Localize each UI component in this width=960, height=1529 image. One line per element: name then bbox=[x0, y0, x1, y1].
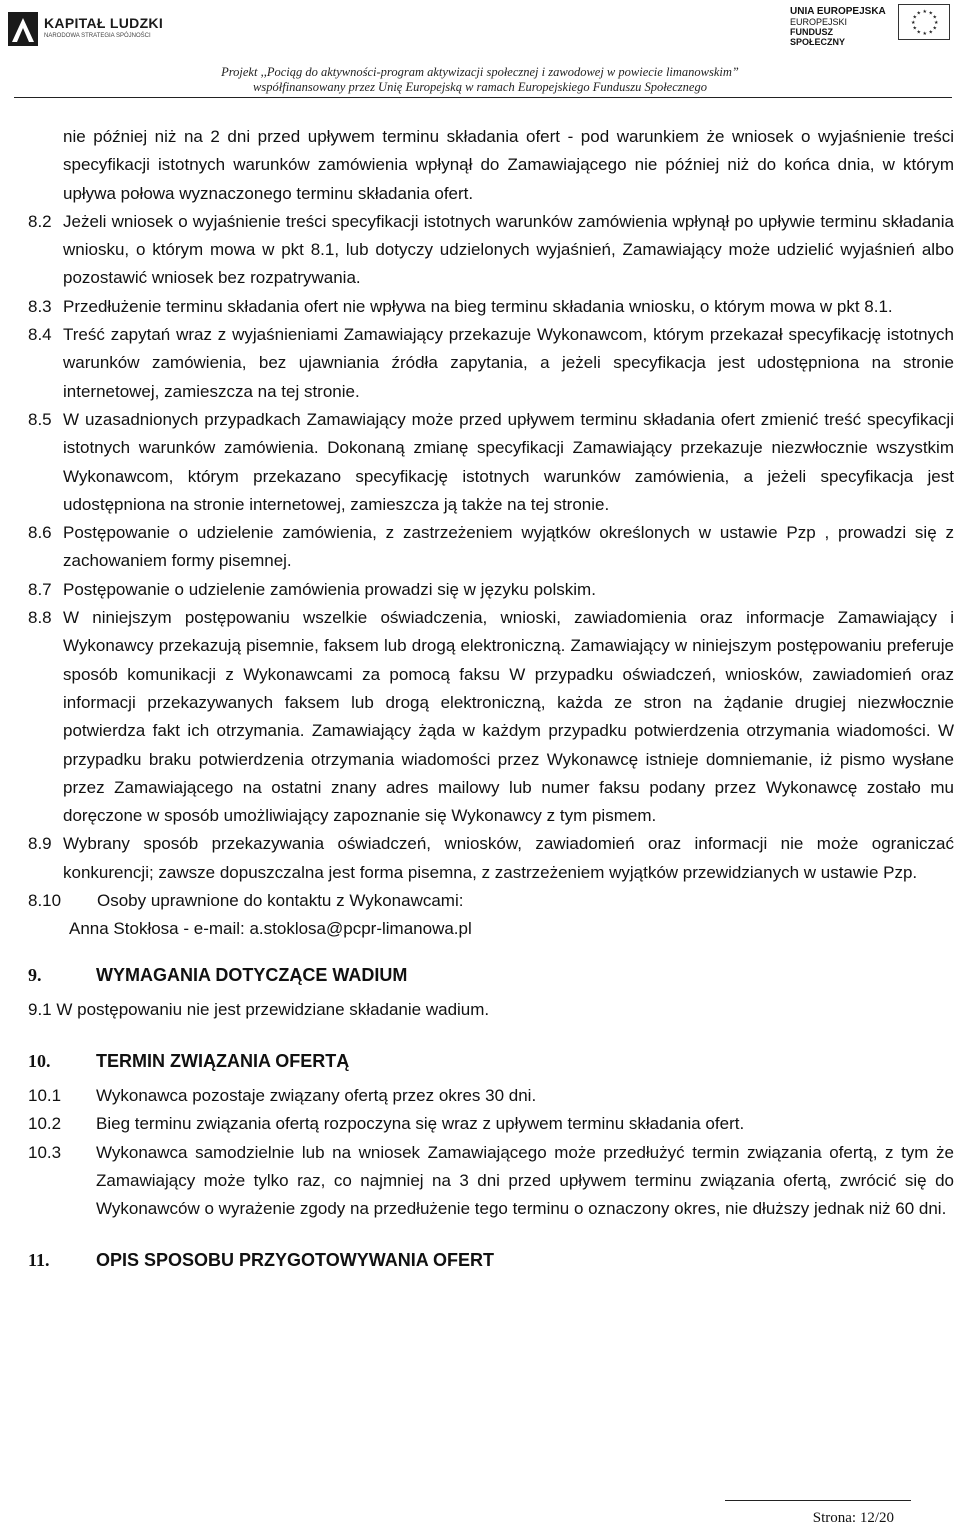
item-number: 8.9 bbox=[28, 834, 52, 854]
item-number: 8.10 bbox=[28, 891, 62, 911]
numbered-item bbox=[28, 576, 954, 604]
section-8-items bbox=[28, 208, 954, 887]
contact-line bbox=[28, 915, 954, 943]
section-title: TERMIN ZWIĄZANIA OFERTĄ bbox=[96, 1050, 350, 1071]
numbered-item bbox=[28, 321, 954, 406]
section-number: 11. bbox=[28, 1250, 50, 1271]
numbered-item bbox=[28, 1110, 954, 1138]
item-number: 8.2 bbox=[28, 211, 52, 231]
item-text: Wykonawca pozostaje związany ofertą przez okres 30 dni. bbox=[96, 1085, 537, 1105]
item-number: 8.8 bbox=[28, 608, 52, 628]
intro-paragraph: nie później niż na 2 dni przed upływem terminu składania ofert - pod warunkiem że wniosek o wyjaśnienie treści specyfikacji istotnych warunków zamówienia wpłynął do Zamawiającego nie później niż do końca dnia, w którym upływa połowa wyznaczonego terminu składania ofert. bbox=[63, 127, 954, 203]
svg-text:★: ★ bbox=[928, 29, 933, 36]
eu-logo-line2: EUROPEJSKI bbox=[790, 17, 848, 27]
kapital-ludzki-logo bbox=[8, 12, 164, 50]
section-9-heading bbox=[28, 960, 954, 990]
svg-text:★: ★ bbox=[922, 9, 927, 15]
page-header bbox=[0, 0, 960, 100]
svg-text:★: ★ bbox=[934, 20, 939, 26]
section-10-items bbox=[28, 1082, 954, 1223]
item-text: W uzasadnionych przypadkach Zamawiający może przed upływem terminu składania ofert zmienić treść specyfikacji istotnych warunków zamówienia. Dokonaną zmianę specyfikacji Zamawiający przekazuje niezwłocznie wszystkim Wykonawcom, którym przekazano specyfikację istotnych warunków zamówienia, a jeżeli specyfikacja jest udostępniona na stronie internetowej, zamieszcza ją także na tej stronie. bbox=[63, 409, 954, 514]
item-text: Jeżeli wniosek o wyjaśnienie treści specyfikacji istotnych warunków zamówienia wpłynął po upływie terminu składania wniosku, o którym mowa w pkt 8.1, lub dotyczy udzielonych wyjaśnień, Zamawiający może udzielić wyjaśnień albo pozostawić wniosek bez rozpatrywania. bbox=[63, 211, 954, 288]
numbered-item bbox=[28, 1139, 954, 1224]
item-text: Przedłużenie terminu składania ofert nie wpływa na bieg terminu składania wniosku, o którym mowa w pkt 8.1. bbox=[63, 296, 893, 316]
item-number: 8.7 bbox=[28, 579, 52, 599]
section-number: 9. bbox=[28, 964, 42, 985]
item-number: 10.3 bbox=[28, 1142, 62, 1162]
svg-text:★: ★ bbox=[912, 14, 917, 21]
svg-text:★: ★ bbox=[916, 10, 921, 17]
numbered-item bbox=[28, 293, 954, 321]
item-number: 8.5 bbox=[28, 409, 52, 429]
item-9-1: 9.1 W postępowaniu nie jest przewidziane składanie wadium. bbox=[28, 999, 490, 1019]
svg-text:★: ★ bbox=[922, 31, 927, 37]
project-line-2: współfinansowany przez Unię Europejską w ramach Europejskiego Funduszu Społecznego bbox=[253, 80, 707, 94]
item-text: Postępowanie o udzielenie zamówienia, z zastrzeżeniem wyjątków określonych w ustawie Pzp , prowadzi się z zachowaniem formy pisemnej. bbox=[63, 523, 954, 571]
section-title: WYMAGANIA DOTYCZĄCE WADIUM bbox=[96, 964, 408, 985]
eu-logo-text bbox=[790, 6, 890, 47]
svg-text:★: ★ bbox=[912, 25, 917, 32]
eu-logo-line1: UNIA EUROPEJSKA bbox=[790, 6, 886, 17]
eu-flag-icon bbox=[898, 4, 950, 40]
numbered-item bbox=[28, 208, 954, 293]
page-number: Strona: 12/20 bbox=[812, 1510, 894, 1526]
numbered-item bbox=[28, 519, 954, 576]
contact-text: Anna Stokłosa - e-mail: a.stoklosa@pcpr-limanowa.pl bbox=[69, 919, 472, 939]
section-number: 10. bbox=[28, 1050, 51, 1071]
project-caption bbox=[0, 65, 960, 95]
document-body bbox=[28, 123, 954, 1275]
header-divider bbox=[14, 97, 952, 98]
kapital-ludzki-subtitle: NARODOWA STRATEGIA SPÓJNOŚCI bbox=[44, 33, 151, 39]
kapital-ludzki-title: KAPITAŁ LUDZKI bbox=[44, 15, 164, 31]
footer-divider bbox=[725, 1500, 911, 1501]
svg-text:★: ★ bbox=[916, 29, 921, 36]
item-text: Osoby uprawnione do kontaktu z Wykonawcami: bbox=[97, 891, 464, 911]
svg-text:★: ★ bbox=[928, 10, 933, 17]
numbered-item bbox=[28, 1082, 954, 1110]
numbered-item bbox=[28, 406, 954, 519]
item-text: Postępowanie o udzielenie zamówienia prowadzi się w języku polskim. bbox=[63, 579, 596, 599]
section-10-heading bbox=[28, 1046, 954, 1076]
item-text: Treść zapytań wraz z wyjaśnieniami Zamawiający przekazuje Wykonawcom, którym przekazał specyfikację istotnych warunków zamówienia, bez ujawniania źródła zapytania, a jeżeli specyfikacja jest udostępniona na stronie internetowej, zamieszcza na tej stronie. bbox=[63, 325, 954, 401]
item-text: Wybrany sposób przekazywania oświadczeń, wniosków, zawiadomień oraz informacji nie może ograniczać konkurencji; zawsze dopuszczalna jest forma pisemna, z zastrzeżeniem wyjątków przewidzianych w ustawie Pzp. bbox=[63, 834, 954, 882]
item-8-10 bbox=[28, 887, 954, 915]
svg-text:★: ★ bbox=[911, 20, 916, 26]
project-line-1: Projekt ,,Pociąg do aktywności-program aktywizacji społecznej i zawodowej w powiecie limanowskim” bbox=[221, 65, 739, 79]
svg-text:★: ★ bbox=[932, 25, 937, 32]
item-number: 10.1 bbox=[28, 1085, 62, 1105]
svg-text:★: ★ bbox=[932, 14, 937, 21]
section-11-heading bbox=[28, 1245, 954, 1275]
kapital-ludzki-emblem-icon bbox=[8, 12, 38, 46]
item-text: Wykonawca samodzielnie lub na wniosek Zamawiającego może przedłużyć termin związania ofertą, z tym że Zamawiający może tylko raz, co najmniej na 3 dni przed upływem terminu związania ofertą, zwrócić się do Wykonawców o wyrażenie zgody na przedłużenie tego terminu o oznaczony okres, nie dłuższy jednak niż 60 dni. bbox=[96, 1142, 954, 1219]
item-text: Bieg terminu związania ofertą rozpoczyna się wraz z upływem terminu składania ofert. bbox=[96, 1114, 745, 1134]
item-number: 8.3 bbox=[28, 296, 52, 316]
item-number: 8.6 bbox=[28, 523, 52, 543]
item-number: 8.4 bbox=[28, 325, 52, 345]
item-text: W niniejszym postępowaniu wszelkie oświadczenia, wnioski, zawiadomienia oraz informacje Zamawiający i Wykonawcy przekazują pisemnie, faksem lub drogą elektroniczną. Zamawiający w niniejszym postępowaniu preferuje sposób komunikacji z Wykonawcami za pomocą faksu W przypadku oświadczeń, wniosków, zawiadomień oraz informacji przekazywanych faksem lub drogą elektroniczną, każda ze stron na żądanie drugiej niezwłocznie potwierdza fakt ich otrzymania. Zamawiający żąda w każdym przypadku potwierdzenia otrzymania wiadomości. W przypadku braku potwierdzenia otrzymania wiadomości przez Wykonawcę istnieje domniemanie, iż pismo wysłane przez Zamawiającego na ostatni znany adres mailowy lub numer faksu podany przez Wykonawcę zostało mu doręczone w sposób umożliwiający zapoznanie się Wykonawcy z tym pismem. bbox=[63, 608, 954, 826]
numbered-item bbox=[28, 830, 954, 887]
eu-logo-line3: FUNDUSZ SPOŁECZNY bbox=[790, 27, 846, 47]
numbered-item bbox=[28, 604, 954, 830]
item-number: 10.2 bbox=[28, 1114, 62, 1134]
section-title: OPIS SPOSOBU PRZYGOTOWYWANIA OFERT bbox=[96, 1250, 495, 1271]
